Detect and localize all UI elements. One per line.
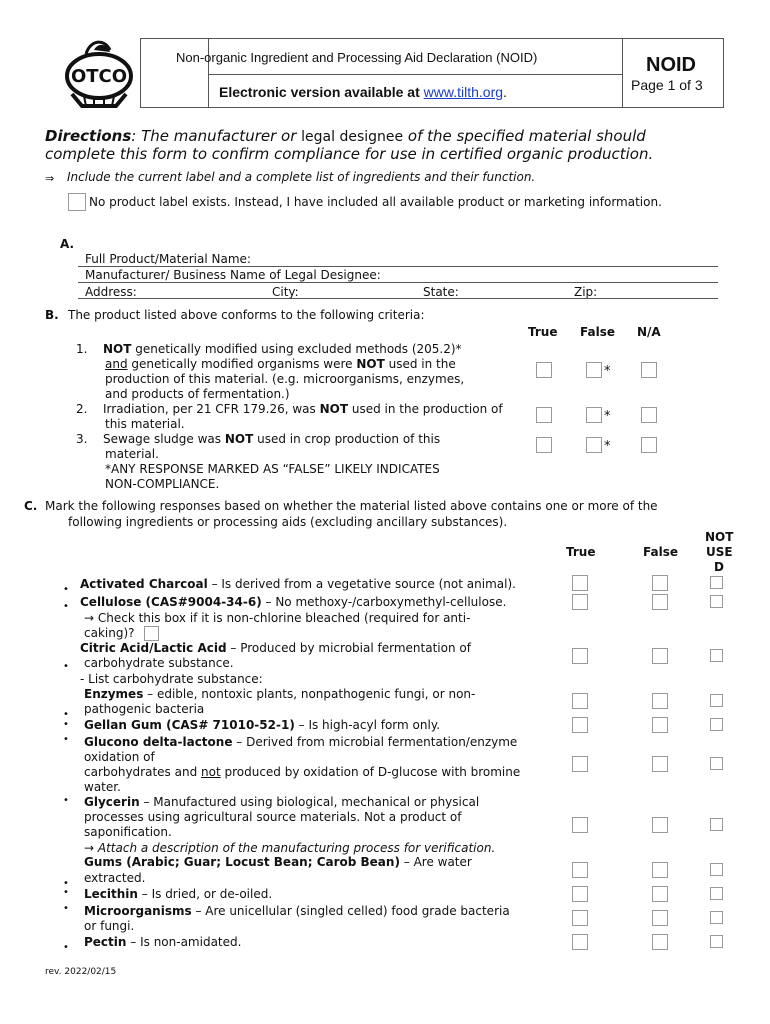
b3-na-checkbox[interactable] xyxy=(641,437,657,453)
pectin-notused-checkbox[interactable] xyxy=(710,935,723,948)
glucono-notused-checkbox[interactable] xyxy=(710,757,723,770)
glucono-line2: oxidation of xyxy=(84,750,155,764)
micro-text: Microorganisms – Are unicellular (singled celled) food grade bacteria xyxy=(84,904,510,918)
form-title: Non-organic Ingredient and Processing Aid Declaration (NOID) xyxy=(176,50,538,65)
arrow-icon: ⇒ xyxy=(45,172,55,185)
cellulose-sub2: caking)? xyxy=(84,626,135,640)
b3-false-checkbox[interactable] xyxy=(586,437,602,453)
bullet: • xyxy=(63,601,69,612)
b-item-2-num: 2. xyxy=(76,402,88,416)
doc-code: NOID xyxy=(646,54,696,76)
citric-line2: carbohydrate substance. xyxy=(84,656,234,670)
col-not-used-3: D xyxy=(714,560,724,574)
product-name-label: Full Product/Material Name: xyxy=(85,252,251,266)
no-label-checkbox[interactable] xyxy=(68,193,86,211)
section-c-label: C. xyxy=(24,499,38,513)
b3-true-checkbox[interactable] xyxy=(536,437,552,453)
b3-star: * xyxy=(604,439,611,454)
glycerin-false-checkbox[interactable] xyxy=(652,817,668,833)
b1-star: * xyxy=(604,364,611,379)
bullet: • xyxy=(63,878,69,889)
cellulose-notused-checkbox[interactable] xyxy=(710,595,723,608)
gellan-true-checkbox[interactable] xyxy=(572,717,588,733)
b2-true-checkbox[interactable] xyxy=(536,407,552,423)
enzymes-text: Enzymes – edible, nontoxic plants, nonpathogenic fungi, or non- xyxy=(84,687,476,701)
directions-line1: Directions: The manufacturer or legal designee of the specified material should xyxy=(45,127,646,145)
lecithin-notused-checkbox[interactable] xyxy=(710,887,723,900)
cellulose-true-checkbox[interactable] xyxy=(572,594,588,610)
col-false-c: False xyxy=(643,545,678,559)
b2-star: * xyxy=(604,409,611,424)
glycerin-notused-checkbox[interactable] xyxy=(710,818,723,831)
b-item-3-line1: Sewage sludge was NOT used in crop production of this xyxy=(103,432,441,446)
b-item-3-line3: *ANY RESPONSE MARKED AS “FALSE” LIKELY INDICATES xyxy=(105,462,440,476)
gums-false-checkbox[interactable] xyxy=(652,862,668,878)
col-true-b: True xyxy=(528,325,558,339)
b1-false-checkbox[interactable] xyxy=(586,362,602,378)
gums-text: Gums (Arabic; Guar; Locust Bean; Carob Bean) – Are water xyxy=(84,855,472,869)
gums-true-checkbox[interactable] xyxy=(572,862,588,878)
pectin-true-checkbox[interactable] xyxy=(572,934,588,950)
bullet: • xyxy=(63,719,69,730)
col-not-used-1: NOT xyxy=(705,530,734,544)
charcoal-notused-checkbox[interactable] xyxy=(710,576,723,589)
citric-line3: - List carbohydrate substance: xyxy=(80,672,263,686)
b1-true-checkbox[interactable] xyxy=(536,362,552,378)
section-c-intro2: following ingredients or processing aids (excluding ancillary substances). xyxy=(68,515,508,529)
glucono-false-checkbox[interactable] xyxy=(652,756,668,772)
charcoal-false-checkbox[interactable] xyxy=(652,575,668,591)
bullet: • xyxy=(63,795,69,806)
svg-text:OTCO: OTCO xyxy=(70,66,128,87)
enzymes-false-checkbox[interactable] xyxy=(652,693,668,709)
page-info: Page 1 of 3 xyxy=(631,77,703,93)
b-item-3-line4: NON-COMPLIANCE. xyxy=(105,477,220,491)
section-a-label: A. xyxy=(60,237,75,251)
bullet: • xyxy=(63,942,69,953)
citric-text: Citric Acid/Lactic Acid – Produced by microbial fermentation of xyxy=(80,641,471,655)
glucono-line3: carbohydrates and not produced by oxidation of D-glucose with bromine xyxy=(84,765,521,779)
micro-line2: or fungi. xyxy=(84,919,135,933)
gums-line2: extracted. xyxy=(84,871,146,885)
charcoal-true-checkbox[interactable] xyxy=(572,575,588,591)
lecithin-true-checkbox[interactable] xyxy=(572,886,588,902)
citric-true-checkbox[interactable] xyxy=(572,648,588,664)
pectin-false-checkbox[interactable] xyxy=(652,934,668,950)
b-item-1-line1: NOT genetically modified using excluded methods (205.2)* xyxy=(103,342,462,356)
manufacturer-label: Manufacturer/ Business Name of Legal Designee: xyxy=(85,268,381,282)
section-c-intro1: Mark the following responses based on whether the material listed above contains one or more of the xyxy=(45,499,658,513)
bullet: • xyxy=(63,661,69,672)
lecithin-text: Lecithin – Is dried, or de-oiled. xyxy=(84,887,273,901)
zip-label: Zip: xyxy=(574,285,598,299)
directions-line2: complete this form to confirm compliance for use in certified organic production. xyxy=(45,145,654,163)
cellulose-sub1: → Check this box if it is non-chlorine bleached (required for anti- xyxy=(84,611,471,625)
bullet: • xyxy=(63,734,69,745)
b2-false-checkbox[interactable] xyxy=(586,407,602,423)
tilth-link[interactable]: www.tilth.org xyxy=(423,84,504,100)
citric-notused-checkbox[interactable] xyxy=(710,649,723,662)
gellan-notused-checkbox[interactable] xyxy=(710,718,723,731)
glycerin-line4: → Attach a description of the manufacturing process for verification. xyxy=(84,841,496,855)
b2-na-checkbox[interactable] xyxy=(641,407,657,423)
cellulose-text: Cellulose (CAS#9004-34-6) – No methoxy-/carboxymethyl-cellulose. xyxy=(80,595,507,609)
gellan-false-checkbox[interactable] xyxy=(652,717,668,733)
glycerin-true-checkbox[interactable] xyxy=(572,817,588,833)
glycerin-line3: saponification. xyxy=(84,825,172,839)
col-true-c: True xyxy=(566,545,596,559)
pectin-text: Pectin – Is non-amidated. xyxy=(84,935,242,949)
b-item-3-line2: material. xyxy=(105,447,159,461)
section-b-label: B. xyxy=(45,308,59,322)
enzymes-notused-checkbox[interactable] xyxy=(710,694,723,707)
bullet: • xyxy=(63,887,69,898)
b-item-2-line2: this material. xyxy=(105,417,185,431)
cellulose-bleach-checkbox[interactable] xyxy=(144,626,159,641)
micro-notused-checkbox[interactable] xyxy=(710,911,723,924)
include-label-instruction: Include the current label and a complete list of ingredients and their function. xyxy=(67,170,536,184)
section-b-intro: The product listed above conforms to the following criteria: xyxy=(68,308,425,322)
address-label: Address: xyxy=(85,285,137,299)
electronic-version-line: Electronic version available at www.tilth.org. xyxy=(219,84,507,100)
glucono-line4: water. xyxy=(84,780,121,794)
b-item-1-num: 1. xyxy=(76,342,88,356)
city-label: City: xyxy=(272,285,299,299)
revision-date: rev. 2022/02/15 xyxy=(45,967,117,977)
b1-na-checkbox[interactable] xyxy=(641,362,657,378)
bullet: • xyxy=(63,709,69,720)
glucono-text: Glucono delta-lactone – Derived from microbial fermentation/enzyme xyxy=(84,735,518,749)
bullet: • xyxy=(63,903,69,914)
state-label: State: xyxy=(423,285,459,299)
b-item-3-num: 3. xyxy=(76,432,88,446)
col-na-b: N/A xyxy=(637,325,661,339)
b-item-1-line3: production of this material. (e.g. microorganisms, enzymes, xyxy=(105,372,465,386)
otco-logo xyxy=(64,36,134,108)
lecithin-false-checkbox[interactable] xyxy=(652,886,668,902)
b-item-1-line4: and products of fermentation.) xyxy=(105,387,290,401)
glucono-true-checkbox[interactable] xyxy=(572,756,588,772)
col-not-used-2: USE xyxy=(706,545,733,559)
micro-false-checkbox[interactable] xyxy=(652,910,668,926)
gums-notused-checkbox[interactable] xyxy=(710,863,723,876)
glycerin-text: Glycerin – Manufactured using biological, mechanical or physical xyxy=(84,795,480,809)
micro-true-checkbox[interactable] xyxy=(572,910,588,926)
b-item-2-line1: Irradiation, per 21 CFR 179.26, was NOT used in the production of xyxy=(103,402,503,416)
no-label-text: No product label exists. Instead, I have included all available product or marketing information. xyxy=(89,195,662,209)
b-item-1-line2: and genetically modified organisms were NOT used in the xyxy=(105,357,456,371)
charcoal-text: Activated Charcoal – Is derived from a vegetative source (not animal). xyxy=(80,577,516,591)
gellan-text: Gellan Gum (CAS# 71010-52-1) – Is high-acyl form only. xyxy=(84,718,441,732)
glycerin-line2: processes using agricultural source materials. Not a product of xyxy=(84,810,462,824)
bullet: • xyxy=(63,584,69,595)
enzymes-line2: pathogenic bacteria xyxy=(84,702,205,716)
col-false-b: False xyxy=(580,325,615,339)
cellulose-false-checkbox[interactable] xyxy=(652,594,668,610)
enzymes-true-checkbox[interactable] xyxy=(572,693,588,709)
citric-false-checkbox[interactable] xyxy=(652,648,668,664)
